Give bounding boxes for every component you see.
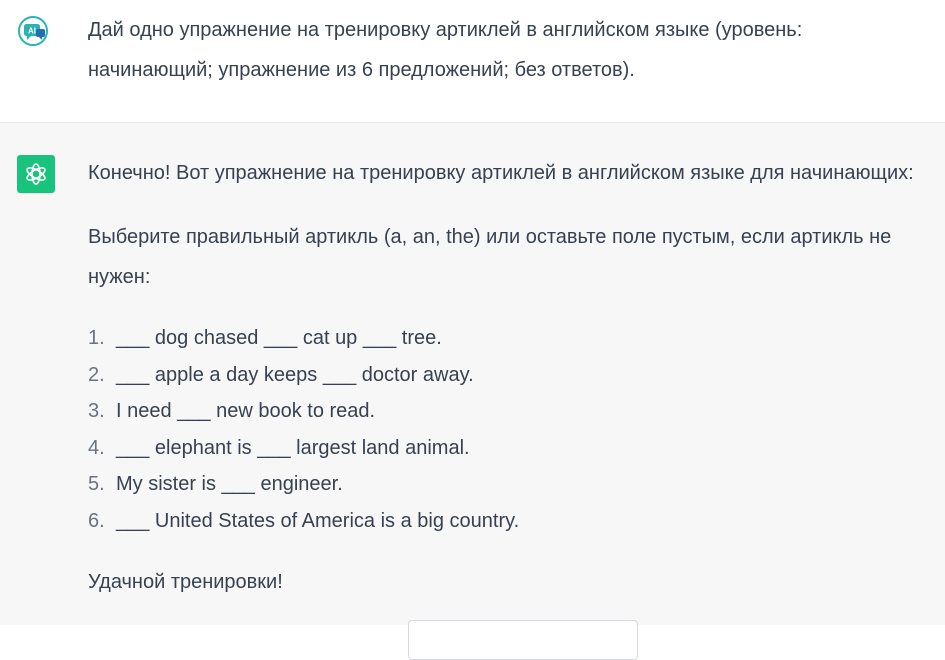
list-item-text: ___ elephant is ___ largest land animal. [116,436,470,459]
list-item-number: 3. [88,400,105,422]
list-item-text: ___ dog chased ___ cat up ___ tree. [116,327,442,349]
list-item [88,357,519,394]
list-item-text: I need ___ new book to read. [116,400,376,422]
exercise-list [88,320,519,539]
list-item-number: 4. [88,436,105,459]
assistant-outro-text: Удачной тренировки! [88,571,283,593]
list-item [88,393,519,430]
regenerate-button[interactable] [408,620,638,660]
user-message-line: начинающий; упражнение из 6 предложений; без ответов). [88,59,635,81]
ai-label: AI [28,26,36,36]
instruction-line: нужен: [88,266,151,288]
list-item [88,430,519,467]
assistant-intro-text: Конечно! Вот упражнение на тренировку артиклей в английском языке для начинающих: [88,162,914,184]
assistant-instruction-text [88,217,891,297]
user-message-row [0,0,945,123]
list-item-text: ___ apple a day keeps ___ doctor away. [116,363,474,386]
ai-chat-icon [18,16,48,46]
list-item-text: ___ United States of America is a big country. [116,509,520,532]
list-item [88,503,519,540]
list-item-number: 6. [88,509,105,532]
openai-logo-icon [23,161,49,187]
list-item [88,320,519,357]
list-item-number: 5. [88,473,105,495]
list-item-text: My sister is ___ engineer. [116,473,343,495]
user-message-text [88,10,802,90]
assistant-avatar [17,155,55,193]
list-item-number: 2. [88,363,105,386]
user-message-line: Дай одно упражнение на тренировку артиклей в английском языке (уровень: [88,19,803,41]
instruction-line: Выберите правильный артикль (a, an, the) или оставьте поле пустым, если артикль не [88,226,892,248]
user-avatar [18,16,48,46]
list-item-number: 1. [88,327,105,349]
list-item [88,466,519,503]
